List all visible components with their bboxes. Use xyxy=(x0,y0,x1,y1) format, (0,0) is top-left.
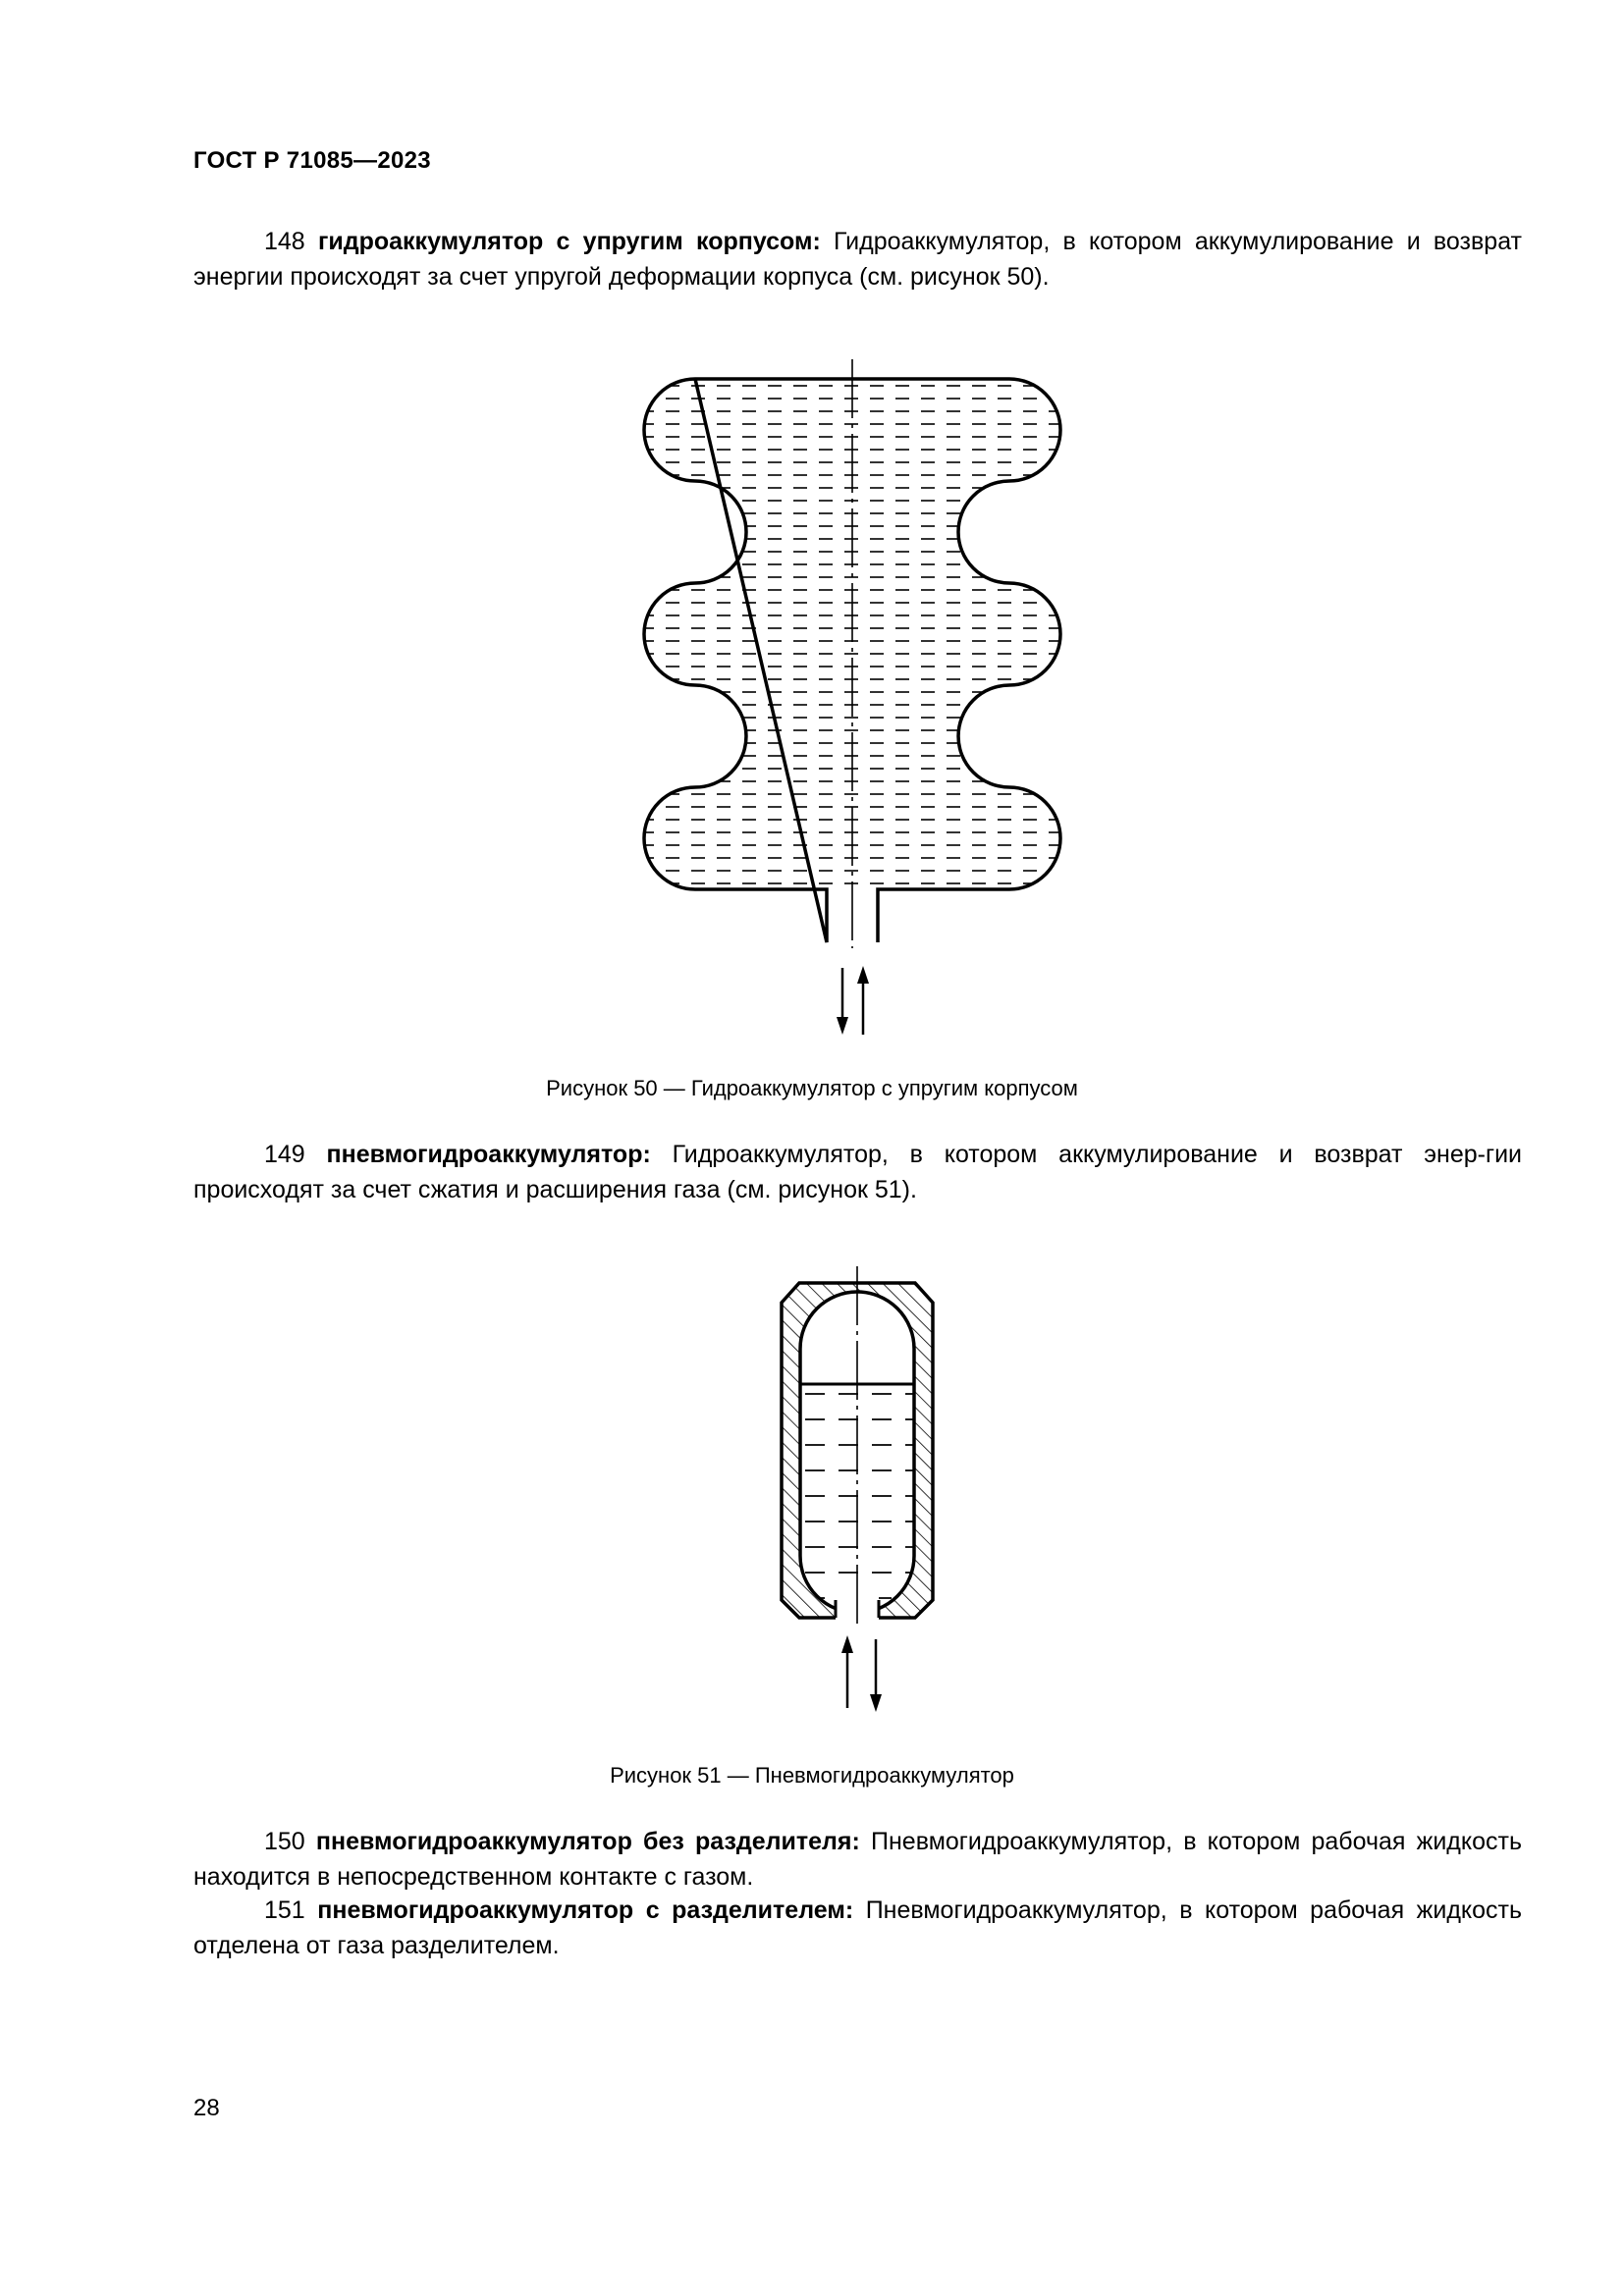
liquid-fill xyxy=(638,373,1070,903)
flow-arrows-icon xyxy=(837,966,869,1035)
term-definition: Гидроаккумулятор, в котором аккумулирование и возврат энергии происходят за счет упругой деформации корпуса (см. рисунок 50). xyxy=(193,228,1522,291)
term-definition: Пневмогидроаккумулятор, в котором рабочая жидкость отделена от газа разделителем. xyxy=(193,1896,1522,1959)
page-number: 28 xyxy=(193,2095,220,2121)
term-title: гидроаккумулятор с упругим корпусом: xyxy=(317,228,821,255)
term-number: 151 xyxy=(264,1896,305,1924)
term-151 xyxy=(193,1893,1522,1963)
flow-arrows-icon xyxy=(841,1635,882,1712)
figure-51-caption: Рисунок 51 — Пневмогидроаккумулятор xyxy=(610,1763,1014,1788)
figure-51-drawing xyxy=(0,1256,1624,1747)
document-header: ГОСТ Р 71085—2023 xyxy=(193,147,431,174)
figure-50-drawing xyxy=(0,353,1624,1041)
term-148 xyxy=(193,224,1522,294)
term-title: пневмогидроаккумулятор: xyxy=(326,1141,651,1168)
term-number: 150 xyxy=(264,1828,305,1855)
term-definition: Пневмогидроаккумулятор, в котором рабочая жидкость находится в непосредственном контакте с газом. xyxy=(193,1828,1522,1891)
term-definition: Гидроаккумулятор, в котором аккумулирование и возврат энер-гии происходят за счет сжатия и расширения газа (см. рисунок 51). xyxy=(193,1141,1522,1203)
term-number: 148 xyxy=(264,228,305,255)
term-150 xyxy=(193,1824,1522,1895)
term-title: пневмогидроаккумулятор с разделителем: xyxy=(317,1896,854,1924)
term-title: пневмогидроаккумулятор без разделителя: xyxy=(315,1828,860,1855)
term-149 xyxy=(193,1137,1522,1207)
figure-50-caption: Рисунок 50 — Гидроаккумулятор с упругим корпусом xyxy=(546,1076,1078,1100)
term-number: 149 xyxy=(264,1141,305,1168)
